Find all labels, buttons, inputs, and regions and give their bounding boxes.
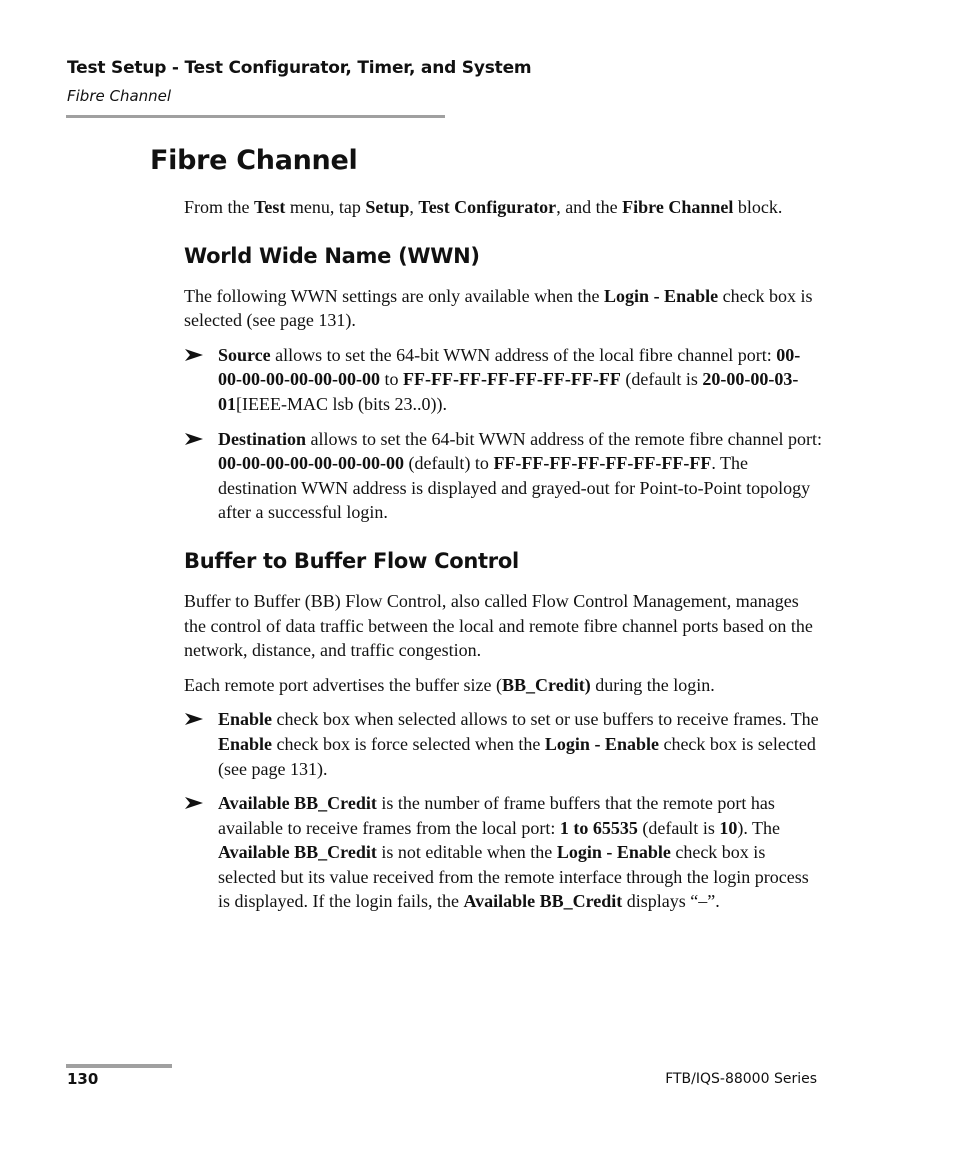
page-number: 130 <box>67 1070 99 1088</box>
running-header <box>67 57 567 106</box>
header-rule <box>66 115 445 118</box>
intro-paragraph: From the Test menu, tap Setup, Test Configurator, and the Fibre Channel block. <box>184 197 783 217</box>
bullet-enable: Enable check box when selected allows to set or use buffers to receive frames. The Enable check box is force selected when the Login - Enable check box is selected (see page 131). <box>184 707 824 781</box>
block-fibre-channel: Fibre Channel <box>622 197 734 217</box>
running-title: Test Setup - Test Configurator, Timer, and System <box>67 58 532 78</box>
product-series: FTB/IQS-88000 Series <box>665 1071 817 1087</box>
menu-test: Test <box>254 197 286 217</box>
page-title: Fibre Channel <box>150 145 358 176</box>
bullet-source: Source allows to set the 64-bit WWN address of the local fibre channel port: 00-00-00-00-00-00-00-00 to FF-FF-FF-FF-FF-FF-FF-FF (default is 20-00-00-03-01[IEEE-MAC lsb (bits 23..0)). <box>184 343 824 417</box>
bb-paragraph-2: Each remote port advertises the buffer size (BB_Credit) during the login. <box>184 674 715 695</box>
section-heading-bb: Buffer to Buffer Flow Control <box>184 548 519 573</box>
section-heading-wwn: World Wide Name (WWN) <box>184 243 480 268</box>
running-subtitle: Fibre Channel <box>67 87 172 105</box>
menu-test-configurator: Test Configurator <box>418 197 557 217</box>
menu-setup: Setup <box>365 197 410 217</box>
bullet-destination: Destination allows to set the 64-bit WWN address of the remote fibre channel port: 00-00-00-00-00-00-00-00 (default) to FF-FF-FF-FF-FF-FF-FF-FF. The destination WWN address is displayed and grayed-out for Point-to-Point topology after a successful login. <box>184 427 824 525</box>
page-content <box>184 195 824 914</box>
bullet-available-bb-credit: Available BB_Credit is the number of frame buffers that the remote port has available to receive frames from the local port: 1 to 65535 (default is 10). The Available BB_Credit is not editable when the Login - Enable check box is selected but its value received from the remote interface through the login process is displayed. If the login fails, the Available BB_Credit displays “–”. <box>184 791 824 914</box>
bullet-arrow-icon <box>184 796 204 810</box>
bullet-arrow-icon <box>184 712 204 726</box>
wwn-paragraph: The following WWN settings are only available when the Login - Enable check box is selected (see page 131). <box>184 285 813 331</box>
bb-paragraph-1: Buffer to Buffer (BB) Flow Control, also called Flow Control Management, manages the control of data traffic between the local and remote fibre channel ports based on the network, distance, and traffic congestion. <box>184 590 813 661</box>
bullet-arrow-icon <box>184 432 204 446</box>
bullet-arrow-icon <box>184 348 204 362</box>
footer-rule <box>66 1064 172 1068</box>
